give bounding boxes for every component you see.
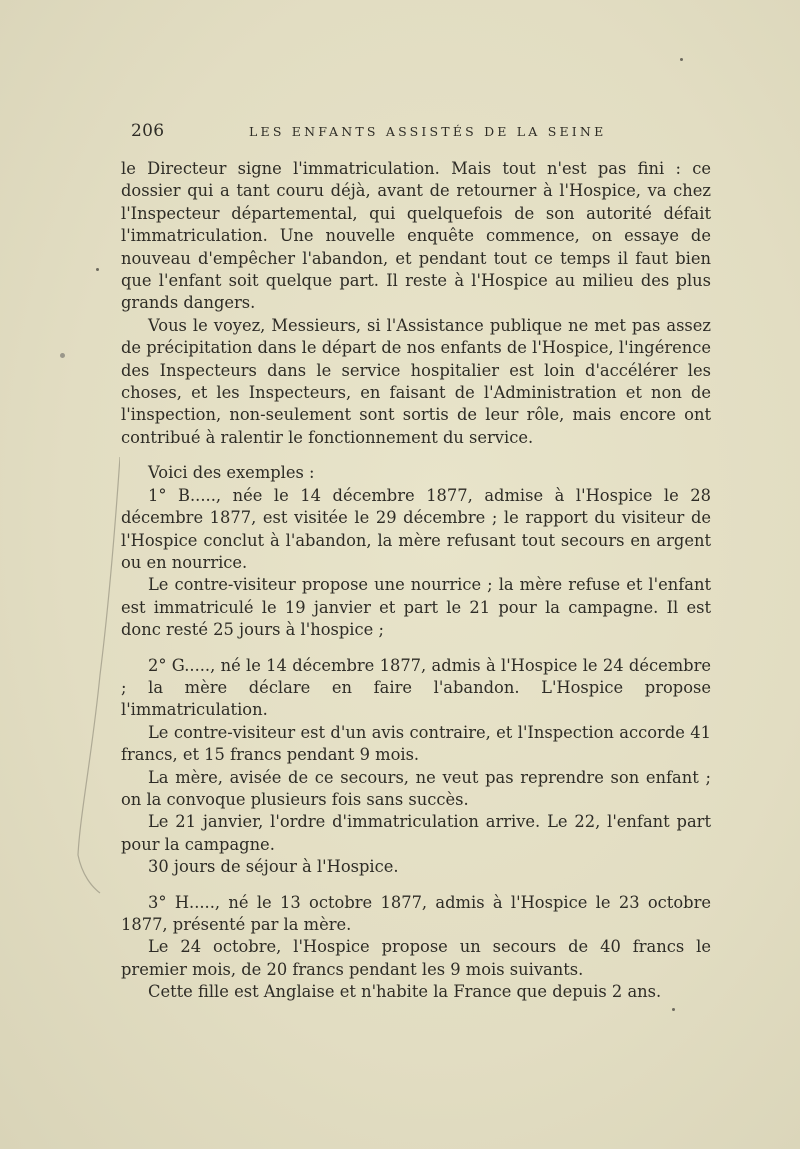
page-number: 206 <box>131 121 165 141</box>
paragraph-example-3-offer: Le 24 octobre, l'Hospice propose un secours de 40 francs le premier mois, de 20 francs pendant les 9 mois suivants. <box>121 937 711 979</box>
paragraph-example-2-stay: 30 jours de séjour à l'Hospice. <box>148 857 399 877</box>
section-gap <box>121 642 711 655</box>
paragraph-example-2: 2° G....., né le 14 décembre 1877, admis à l'Hospice le 24 décembre ; la mère déclare en faire l'abandon. L'Hospice propose l'immatriculation. <box>121 655 711 720</box>
paragraph-example-2-mother: La mère, avisée de ce secours, ne veut pas reprendre son enfant ; on la convoque plusieurs fois sans succès. <box>121 767 711 809</box>
paragraph-example-3: 3° H....., né le 13 octobre 1877, admis à l'Hospice le 23 octobre 1877, présenté par la mère. <box>121 892 711 934</box>
ink-speck <box>672 1008 675 1011</box>
page-header <box>131 121 711 143</box>
ink-speck <box>96 268 99 271</box>
running-title: LES ENFANTS ASSISTÉS DE LA SEINE <box>249 124 607 139</box>
paragraph-2: Vous le voyez, Messieurs, si l'Assistance publique ne met pas assez de précipitation dans le départ de nos enfants de l'Hospice, l'ingérence des Inspecteurs dans le service hospitalier est loin d'accélérer les choses, et les Inspecteurs, en faisant de l'Administration et non de l'inspection, non-seulement sont sortis de leur rôle, mais encore ont contribué à ralentir le fonctionnement du service. <box>121 315 711 447</box>
ink-speck <box>60 353 65 358</box>
ink-speck <box>680 58 683 61</box>
paragraph-example-2-order: Le 21 janvier, l'ordre d'immatriculation arrive. Le 22, l'enfant part pour la campagne. <box>121 812 711 854</box>
paragraph-example-1-followup: Le contre-visiteur propose une nourrice ; la mère refuse et l'enfant est immatriculé le 19 janvier et part le 21 pour la campagne. Il est donc resté 25 jours à l'hospice ; <box>121 575 711 640</box>
paragraph-1: le Directeur signe l'immatriculation. Mais tout n'est pas fini : ce dossier qui a tant couru déjà, avant de retourner à l'Hospice, va chez l'Inspecteur départemental, qui quelquefois de son autorité défait l'immatriculation. Une nouvelle enquête commence, on essaye de nouveau d'empêcher l'abandon, et pendant tout ce temps il faut bien que l'enfant soit quelque part. Il reste à l'Hospice au milieu des plus grands dangers. <box>121 159 711 313</box>
margin-pencil-line <box>70 455 120 895</box>
section-gap <box>121 449 711 462</box>
paragraph-example-3-note: Cette fille est Anglaise et n'habite la France que depuis 2 ans. <box>148 982 662 1002</box>
paragraph-example-1: 1° B....., née le 14 décembre 1877, admise à l'Hospice le 28 décembre 1877, est visitée le 29 décembre ; le rapport du visiteur de l'Hospice conclut à l'abandon, la mère refusant tout secours en argent ou en nourrice. <box>121 485 711 572</box>
body-text <box>121 158 711 1004</box>
paragraph-example-2-visitor: Le contre-visiteur est d'un avis contraire, et l'Inspection accorde 41 francs, et 15 francs pendant 9 mois. <box>121 722 711 765</box>
section-gap <box>121 879 711 892</box>
paragraph-examples-intro: Voici des exemples : <box>148 463 315 483</box>
